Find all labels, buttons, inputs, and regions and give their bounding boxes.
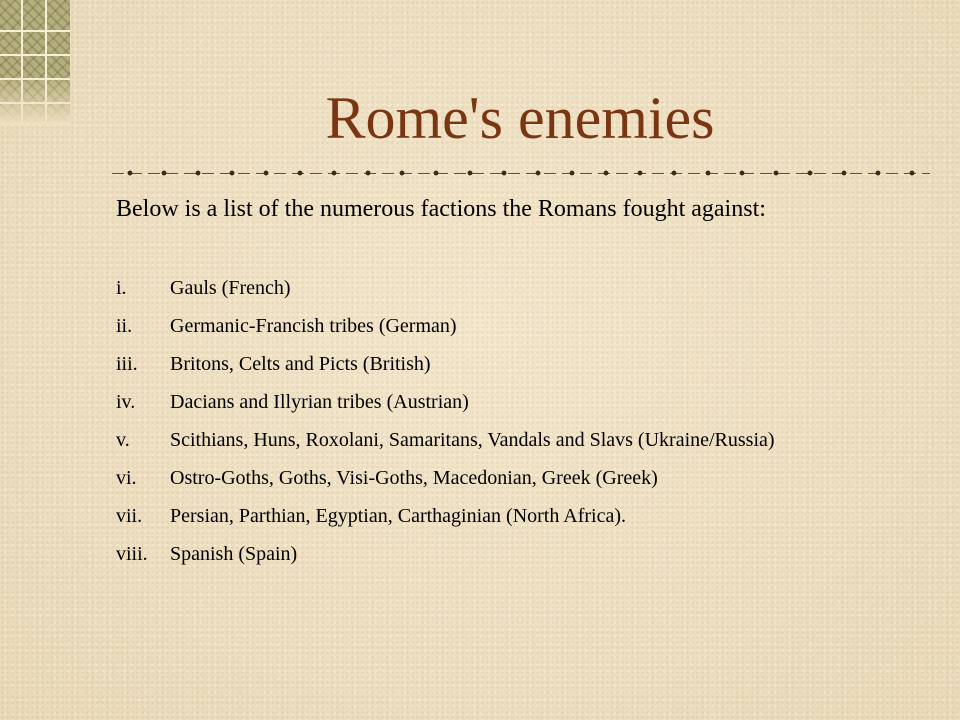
list-item-number: i. (116, 277, 127, 299)
enemy-list (116, 276, 856, 580)
list-item-text: Gauls (French) (170, 277, 291, 299)
list-item-text: Persian, Parthian, Egyptian, Carthaginian (North Africa). (170, 505, 626, 527)
list-item-text: Scithians, Huns, Roxolani, Samaritans, Vandals and Slavs (Ukraine/Russia) (170, 429, 775, 451)
list-item-text: Britons, Celts and Picts (British) (170, 353, 431, 375)
list-item-text: Germanic-Francish tribes (German) (170, 315, 457, 337)
list-item-text: Spanish (Spain) (170, 543, 298, 565)
list-item (116, 466, 856, 491)
list-item-number: iii. (116, 353, 138, 375)
list-item (116, 314, 856, 339)
list-item-number: ii. (116, 315, 133, 337)
list-item-number: vii. (116, 505, 143, 527)
list-item (116, 504, 856, 529)
list-item-number: v. (116, 429, 130, 451)
list-item-number: vi. (116, 467, 137, 489)
list-item (116, 428, 856, 453)
list-item-number: viii. (116, 543, 148, 565)
list-item (116, 390, 856, 415)
list-item (116, 542, 856, 567)
list-item (116, 276, 856, 301)
list-item-text: Ostro-Goths, Goths, Visi-Goths, Macedonian, Greek (Greek) (170, 467, 658, 489)
intro-text: Below is a list of the numerous factions the Romans fought against: (116, 196, 766, 222)
list-item-text: Dacians and Illyrian tribes (Austrian) (170, 391, 469, 413)
list-item (116, 352, 856, 377)
title-divider (112, 170, 930, 176)
list-item-number: iv. (116, 391, 136, 413)
slide-title: Rome's enemies (325, 85, 715, 151)
